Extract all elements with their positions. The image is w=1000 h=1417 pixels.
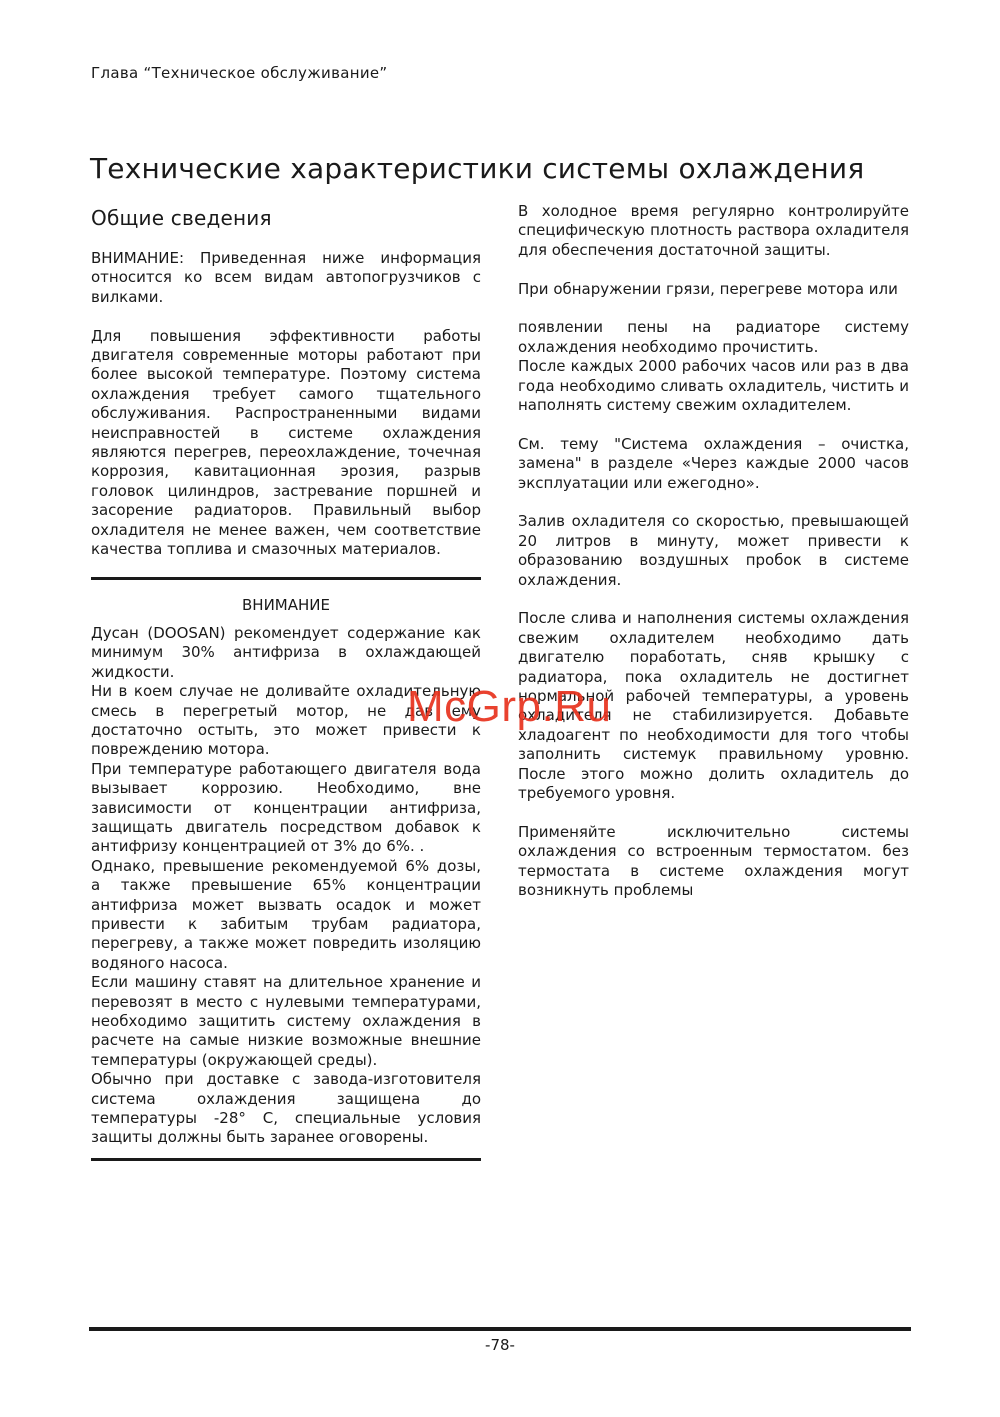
intro-paragraph: Для повышения эффективности работы двигателя современные моторы работают при более высокой температуре. Поэтому система охлаждения требует самого тщательного обслуживания. Распространенными видами неисправностей в системе охлаждения являются перегрев, переохлаждение, точечная коррозия, кавитационная эрозия, разрыв головок цилиндров, застревание поршней и засорение радиаторов. Правильный выбор охладителя не менее важен, чем соответствие качества топлива и смазочных материалов. — [91, 326, 481, 559]
right-column — [518, 202, 909, 901]
body-paragraph: Залив охладителя со скоростью, превышающей 20 литров в минуту, может привести к образованию воздушных пробок в системе охлаждения. — [518, 512, 909, 589]
body-paragraph: При обнаружении грязи, перегреве мотора или — [518, 279, 898, 298]
warning-paragraph: Обычно при доставке с завода-изготовителя система охлаждения защищена до температуры -28° С, специальные условия защиты должны быть заранее оговорены. — [91, 1070, 481, 1147]
body-paragraph: После каждых 2000 рабочих часов или раз в два года необходимо сливать охладитель, чистить и наполнять систему свежим охладителем. — [518, 357, 909, 415]
warning-paragraph: При температуре работающего двигателя вода вызывает коррозию. Необходимо, вне зависимости от концентрации антифриза, защищать двигатель посредством добавок к антифризу концентрацией от 3% до 6%. . — [91, 759, 481, 856]
chapter-header: Глава “Техническое обслуживание” — [91, 64, 388, 82]
page-title: Технические характеристики системы охлаждения — [90, 152, 865, 185]
body-paragraph: См. тему "Система охлаждения – очистка, замена" в разделе «Через каждые 2000 часов эксплуатации или ежегодно». — [518, 434, 909, 492]
warning-paragraph: Если машину ставят на длительное хранение и перевозят в место с нулевыми температурами, необходимо защитить систему охлаждения в расчете на самые низкие возможные внешние температуры (окружающей среды). — [91, 973, 481, 1069]
warning-paragraph: Ни в коем случае не доливайте охладительную смесь в перегретый мотор, не дав ему достаточно остыть, это может привести к повреждению мотора. — [91, 682, 481, 759]
page-number: -78- — [485, 1336, 515, 1354]
watermark: McGrp.Ru — [407, 682, 612, 731]
warning-heading: ВНИМАНИЕ — [242, 596, 330, 615]
warning-paragraph: Дусан (DOOSAN) рекомендует содержание как минимум 30% антифриза в охлаждающей жидкости. — [91, 623, 481, 681]
warning-paragraph: Однако, превышение рекомендуемой 6% дозы, а также превышение 65% концентрации антифриза может вызвать осадок и может привести к забитым трубам радиатора, перегреву, а также может повредить изоляцию водяного насоса. — [91, 856, 481, 972]
footer-divider — [89, 1327, 911, 1331]
warning-box — [91, 577, 481, 1160]
section-subtitle: Общие сведения — [91, 206, 272, 230]
notice-paragraph: ВНИМАНИЕ: Приведенная ниже информация относится ко всем видам автопогрузчиков с вилками. — [91, 249, 481, 306]
body-paragraph: Применяйте исключительно системы охлаждения со встроенным термостатом. без термостата в системе охлаждения могут возникнуть проблемы — [518, 822, 909, 900]
body-paragraph: В холодное время регулярно контролируйте специфическую плотность раствора охладителя для обеспечения достаточной защиты. — [518, 202, 909, 259]
body-paragraph: После слива и наполнения системы охлаждения свежим охладителем необходимо дать двигателю поработать, сняв крышку с радиатора, пока охладитель не достигнет нормальной рабочей температуры, а уровень охладителя не стабилизируется. Добавьте хладоагент по необходимости для того чтобы заполнить системук правильному уровню. После этого можно долить охладитель до требуемого уровня. — [518, 609, 909, 803]
body-paragraph: появлении пены на радиаторе систему охлаждения необходимо прочистить. — [518, 318, 909, 356]
